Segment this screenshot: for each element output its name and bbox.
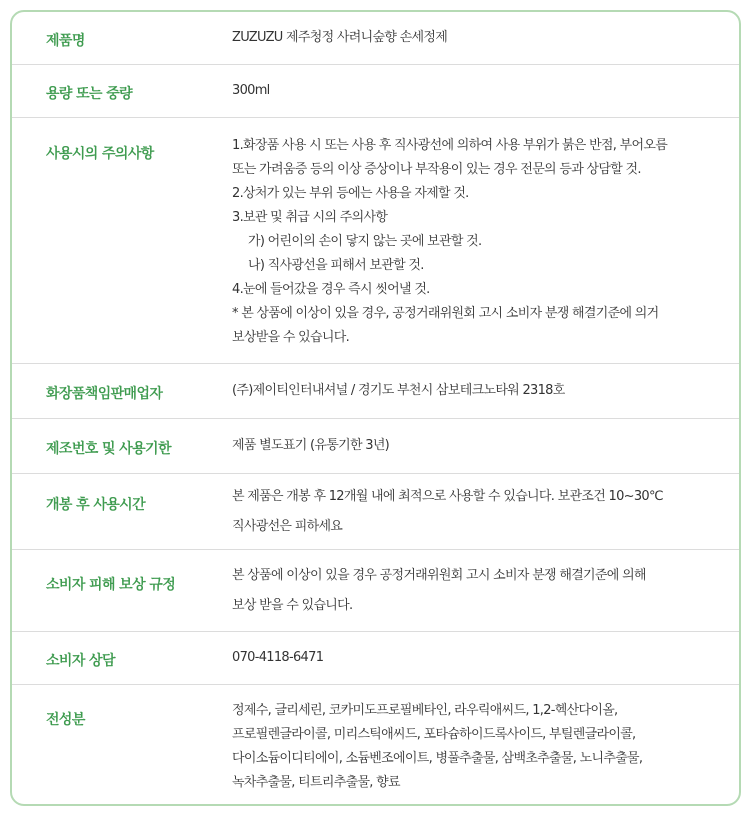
value-line: 다이소듐이디티에이, 소듐벤조에이트, 병풀추출물, 삼백초추출물, 노니추출물, bbox=[232, 751, 643, 766]
value-line: 본 제품은 개봉 후 12개월 내에 최적으로 사용할 수 있습니다. 보관조건 10~30℃ bbox=[232, 489, 663, 504]
info-row-compensation bbox=[12, 550, 739, 632]
value-line: 본 상품에 이상이 있을 경우 공정거래위원회 고시 소비자 분쟁 해결기준에 의해 bbox=[232, 568, 646, 583]
value-line: 가) 어린이의 손이 닿지 않는 곳에 보관할 것. bbox=[248, 234, 482, 249]
value-line: 070-4118-6471 bbox=[232, 650, 324, 665]
product-info-table bbox=[10, 10, 741, 806]
row-label: 전성분 bbox=[46, 712, 85, 728]
value-line: 직사광선은 피하세요 bbox=[232, 519, 343, 534]
value-line: 3.보관 및 취급 시의 주의사항 bbox=[232, 210, 388, 225]
value-line: 1.화장품 사용 시 또는 사용 후 직사광선에 의하여 사용 부위가 붉은 반점, 부어오름 bbox=[232, 138, 668, 153]
value-line: 2.상처가 있는 부위 등에는 사용을 자제할 것. bbox=[232, 186, 469, 201]
row-label: 제품명 bbox=[46, 33, 85, 49]
row-value bbox=[232, 378, 727, 404]
value-line: 보상받을 수 있습니다. bbox=[232, 330, 350, 345]
info-row-responsible-seller bbox=[12, 364, 739, 419]
value-line: 또는 가려움증 등의 이상 증상이나 부작용이 있는 경우 전문의 등과 상담할 것. bbox=[232, 162, 641, 177]
info-row-consumer-contact bbox=[12, 632, 739, 685]
row-value bbox=[232, 433, 727, 459]
value-line: (주)제이티인터내셔널 / 경기도 부천시 삼보테크노타워 2318호 bbox=[232, 383, 565, 398]
row-label: 화장품책임판매업자 bbox=[46, 386, 163, 402]
row-label: 개봉 후 사용시간 bbox=[46, 497, 146, 513]
row-label: 사용시의 주의사항 bbox=[46, 146, 154, 162]
info-row-lot-expiry bbox=[12, 419, 739, 474]
value-line: 녹차추출물, 티트리추출물, 향료 bbox=[232, 775, 400, 790]
row-value bbox=[232, 134, 727, 350]
info-row-ingredients bbox=[12, 685, 739, 804]
value-line: 4.눈에 들어갔을 경우 즉시 씻어낼 것. bbox=[232, 282, 430, 297]
value-line: ZUZUZU 제주청정 사려니숲향 손세정제 bbox=[232, 30, 448, 45]
row-value bbox=[232, 25, 727, 51]
info-row-precautions bbox=[12, 118, 739, 364]
value-line: 제품 별도표기 (유통기한 3년) bbox=[232, 438, 390, 453]
value-line: 정제수, 글리세린, 코카미도프로필베타인, 라우릭애씨드, 1,2-헥산다이올, bbox=[232, 703, 618, 718]
value-line: 300ml bbox=[232, 83, 270, 98]
row-value bbox=[232, 561, 727, 621]
row-value bbox=[232, 482, 727, 542]
row-label: 제조번호 및 사용기한 bbox=[46, 441, 171, 457]
value-line: 나) 직사광선을 피해서 보관할 것. bbox=[248, 258, 424, 273]
info-row-after-opening bbox=[12, 474, 739, 550]
row-label: 용량 또는 중량 bbox=[46, 86, 133, 102]
info-row-product-name bbox=[12, 12, 739, 65]
row-label: 소비자 피해 보상 규정 bbox=[46, 577, 176, 593]
value-line: 프로필렌글라이콜, 미리스틱애씨드, 포타슘하이드록사이드, 부틸렌글라이콜, bbox=[232, 727, 636, 742]
row-value bbox=[232, 699, 727, 795]
info-row-volume bbox=[12, 65, 739, 118]
value-line: 보상 받을 수 있습니다. bbox=[232, 598, 353, 613]
row-value bbox=[232, 645, 727, 671]
row-label: 소비자 상담 bbox=[46, 653, 115, 669]
row-value bbox=[232, 78, 727, 104]
value-line: * 본 상품에 이상이 있을 경우, 공정거래위원회 고시 소비자 분쟁 해결기준에 의거 bbox=[232, 306, 659, 321]
